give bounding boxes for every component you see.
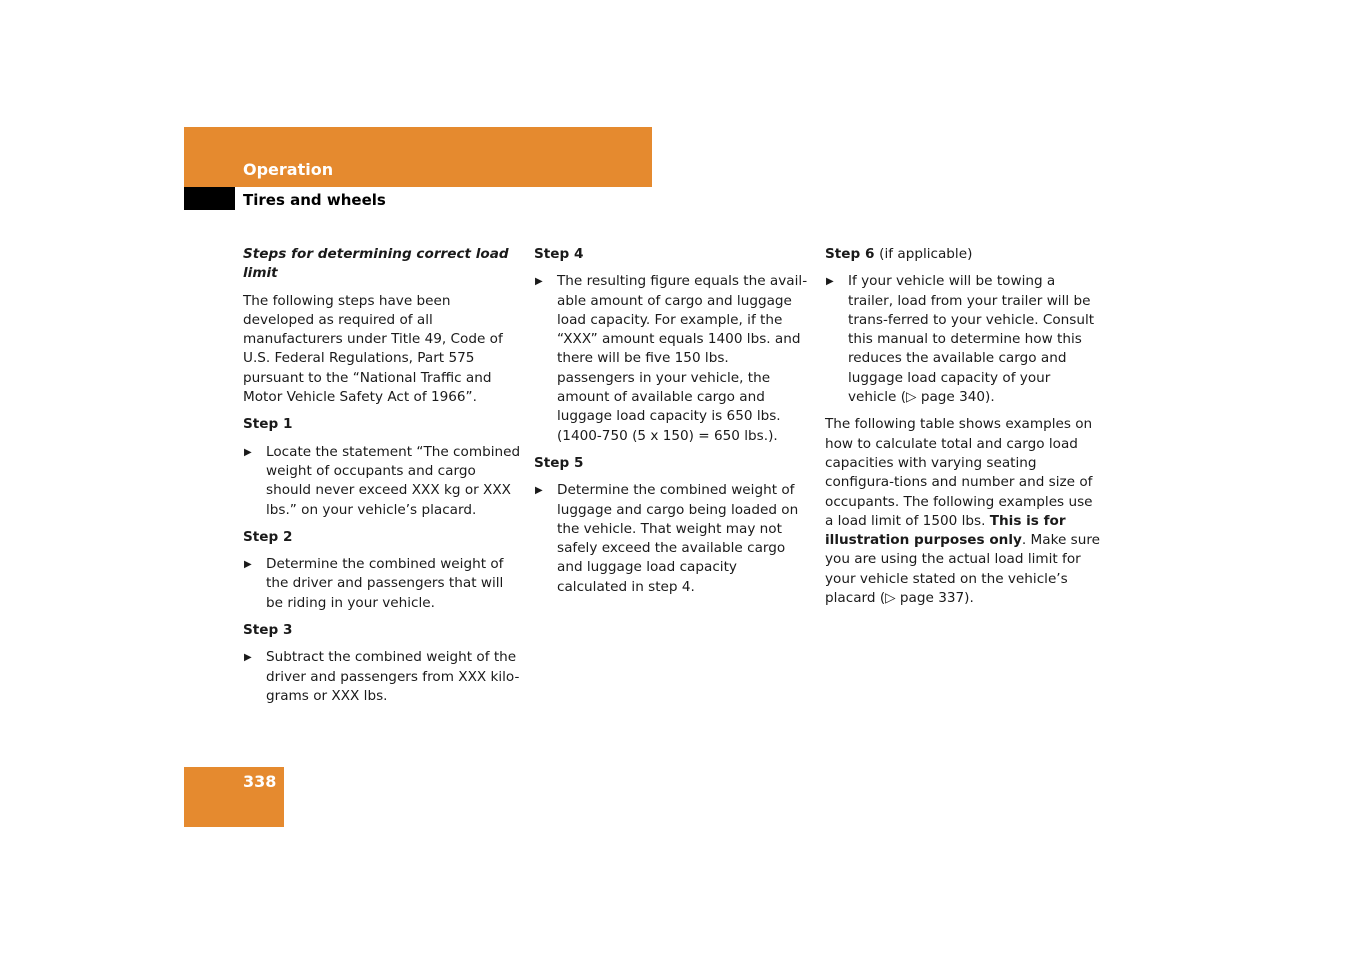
bullet-arrow-icon: ▶: [535, 276, 543, 288]
step-1-heading: Step 1: [243, 416, 293, 433]
bullet-arrow-icon: ▶: [244, 652, 252, 664]
step-5-text: Determine the combined weight of luggage and cargo being loaded on the vehicle. That weight may not safely exceed the available cargo and luggage load capacity calculated in step 4.: [557, 482, 799, 595]
step-2-text: Determine the combined weight of the driver and passengers that will be riding in your vehicle.: [266, 556, 504, 611]
step-4-text: The resulting figure equals the avail-able amount of cargo and luggage load capacity. For example, if the “XXX” amount equals 1400 lbs. and there will be five 150 lbs. passengers in your vehicle, the amount of available cargo and luggage load capacity is 650 lbs. (1400-750 (5 x 150) = 650 lbs.).: [557, 273, 808, 444]
step-6-label: Step 6: [825, 246, 875, 262]
illustration-note: This is for illustration purposes only: [825, 512, 1066, 549]
examples-text-end: . Make sure you are using the actual load limit for your vehicle stated on the vehicle’s placard (▷ page 337).: [825, 532, 1101, 607]
bullet-arrow-icon: ▶: [535, 485, 543, 497]
subsection-title: Tires and wheels: [243, 191, 386, 209]
section-title: Operation: [243, 160, 334, 179]
step-6-item: [825, 272, 1103, 407]
intro-paragraph: The following steps have been developed as required of all manufacturers under Title 49, Code of U.S. Federal Regulations, Part 575 pursuant to the “National Traffic and Motor Vehicle Safety Act of 1966”.: [243, 292, 503, 406]
step-4-heading: Step 4: [534, 246, 584, 262]
column-2: [534, 245, 810, 605]
step-1-text: Locate the statement “The combined weight of occupants and cargo should never exceed XXX kg or XXX lbs.” on your vehicle’s placard.: [266, 443, 521, 518]
section-marker: [184, 187, 235, 210]
step-6-note: (if applicable): [879, 246, 973, 262]
examples-paragraph: [825, 415, 1103, 608]
step-2-item: [243, 555, 521, 613]
step-2-heading: Step 2: [243, 528, 293, 545]
column-3: [825, 245, 1103, 616]
step-6-heading: [825, 245, 1103, 264]
bullet-arrow-icon: ▶: [826, 276, 834, 288]
step-3-item: [243, 648, 521, 706]
step-5-heading: Step 5: [534, 454, 584, 471]
examples-text-start: The following table shows examples on how to calculate total and cargo load capacities with varying seating configura-tions and number and size of occupants. The following examples use a load limit of 1500 lbs.: [825, 416, 1093, 529]
load-limit-heading: Steps for determining correct load limit: [243, 246, 509, 282]
step-3-text: Subtract the combined weight of the driver and passengers from XXX kilo-grams or XXX lbs.: [266, 649, 520, 704]
page-number: 338: [243, 772, 277, 791]
step-5-item: [534, 481, 810, 597]
bullet-arrow-icon: ▶: [244, 446, 252, 458]
step-4-item: [534, 272, 810, 446]
step-6-text: If your vehicle will be towing a trailer, load from your trailer will be trans-ferred to your vehicle. Consult this manual to determine how this reduces the available cargo and luggage load capacity of your vehicle (▷ page 340).: [848, 273, 1095, 406]
step-1-item: [243, 443, 521, 520]
bullet-arrow-icon: ▶: [244, 559, 252, 571]
step-3-heading: Step 3: [243, 622, 293, 639]
column-1: [243, 245, 521, 714]
